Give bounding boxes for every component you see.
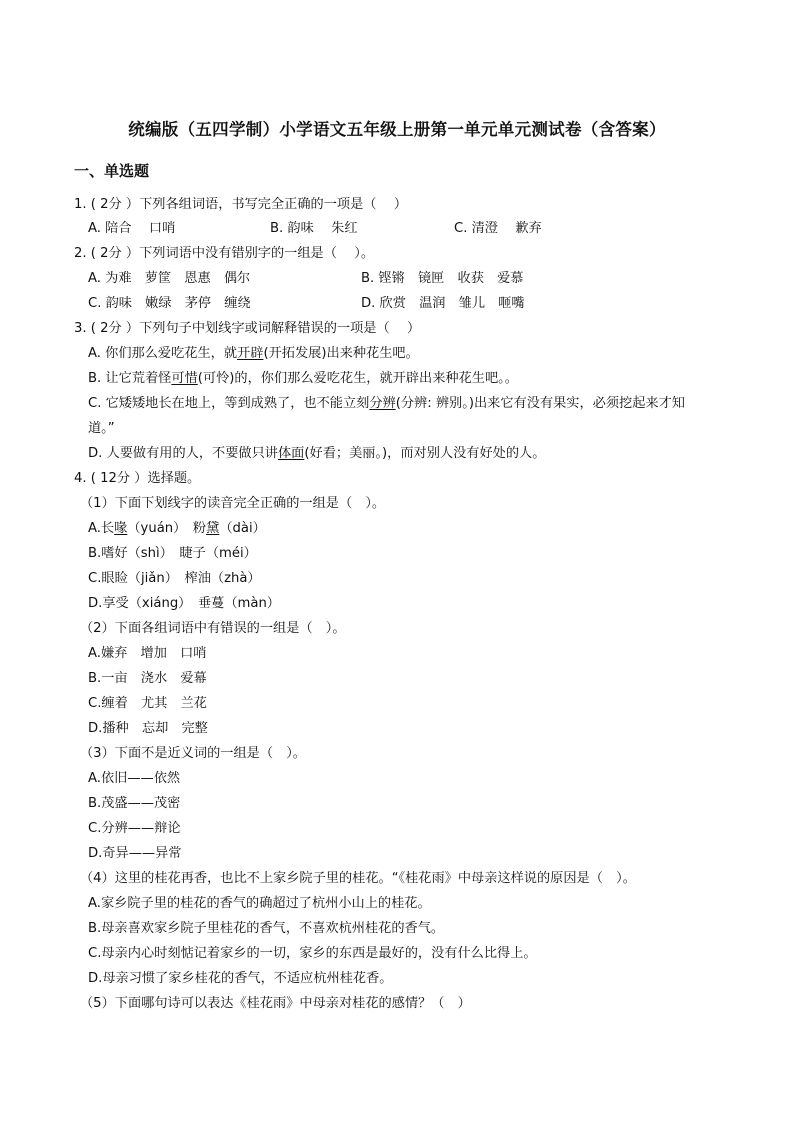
q4-sub4-stem: （4）这里的桂花再香，也比不上家乡院子里的桂花。“《桂花雨》中母亲这样说的原因是（ ）。 [80,871,636,886]
q3-d-text-end: (好看；美丽。)，而对别人没有好处的人。 [304,446,546,461]
q4-sub2-option-d[interactable]: D.播种 忘却 完整 [88,721,208,736]
q4-sub1-stem: （1）下面下划线字的读音完全正确的一组是（ ）。 [80,496,386,511]
q4-sub3-option-a[interactable]: A.依旧——依然 [88,771,181,786]
q4-sub1-option-b[interactable]: B.嗜好（shì） 睫子（méi） [88,546,257,561]
q4-sub2-option-a[interactable]: A.嫌弃 增加 口哨 [88,646,207,661]
q1-option-b[interactable]: B. 韵味 朱红 [270,221,358,236]
q3-d-underlined: 体面 [277,446,305,461]
q4-sub1-a-mid: （yuán） 粉 [127,521,207,536]
q3-option-a[interactable] [88,344,419,364]
q4-sub3-option-b[interactable]: B.茂盛——茂密 [88,796,181,811]
q3-b-text: B. 让它荒着怪 [88,371,172,386]
q4-sub1-a-text: A.长 [88,521,115,536]
q2-stem: 2. ( 2分 ）下列词语中没有错别字的一组是（ ）。 [74,246,375,261]
q3-a-text-end: (开拓发展)出来种花生吧。 [263,346,419,361]
q2-option-b[interactable]: B. 铿锵 镜匣 收获 爱慕 [361,271,524,286]
q4-sub5-stem: （5）下面哪句诗可以表达《桂花雨》中母亲对桂花的感情？（ ） [80,996,471,1011]
q4-sub2-stem: （2）下面各组词语中有错误的一组是（ ）。 [80,621,346,636]
q3-option-b[interactable] [88,369,518,389]
q4-sub1-a-underlined: 喙 [114,521,128,536]
q4-sub3-stem: （3）下面不是近义词的一组是（ ）。 [80,746,306,761]
q3-a-underlined: 开辟 [237,346,264,361]
q4-sub4-option-a[interactable]: A.家乡院子里的桂花的香气的确超过了杭州小山上的桂花。 [88,896,431,911]
q4-sub1-a-end: （dài） [219,521,266,536]
q4-stem: 4. ( 12分 ）选择题。 [74,471,201,486]
q4-sub4-option-d[interactable]: D.母亲习惯了家乡桂花的香气，不适应杭州桂花香。 [88,971,393,986]
q1-option-c[interactable]: C. 清澄 歉弃 [454,221,542,236]
q3-c-text-end: (分辨: 辨别。)出来它有没有果实，必须挖起来才知 [395,396,685,411]
q3-b-text-end: (可怜)的，你们那么爱吃花生，就开辟出来种花生吧。。 [197,371,518,386]
q3-d-text: D. 人要做有用的人，不要做只讲 [88,446,278,461]
q4-sub3-option-c[interactable]: C.分辨——辩论 [88,821,181,836]
q3-c-underlined: 分辨 [369,396,396,411]
q4-sub2-option-c[interactable]: C.缠着 尤其 兰花 [88,696,207,711]
q4-sub4-option-c[interactable]: C.母亲内心时刻惦记着家乡的一切，家乡的东西是最好的，没有什么比得上。 [88,946,537,961]
q3-option-c[interactable] [88,394,685,414]
q2-option-c[interactable]: C. 韵味 嫩绿 茅停 缠绕 [88,296,251,311]
q4-sub1-a-underlined-2: 黛 [206,521,220,536]
section-heading: 一、单选题 [74,162,150,180]
document-title: 统编版（五四学制）小学语文五年级上册第一单元单元测试卷（含答案） [128,120,666,139]
q4-sub2-option-b[interactable]: B.一亩 浇水 爱幕 [88,671,207,686]
q4-sub3-option-d[interactable]: D.奇异——异常 [88,846,182,861]
q4-sub1-option-d[interactable]: D.享受（xiáng） 垂蔓（màn） [88,596,280,611]
q3-c-text: C. 它矮矮地长在地上，等到成熟了，也不能立刻 [88,396,370,411]
q4-sub1-option-c[interactable]: C.眼睑（jiǎn） 榨油（zhà） [88,571,261,586]
q3-b-underlined: 可惜 [171,371,198,386]
q3-option-d[interactable] [88,444,545,464]
q2-option-d[interactable]: D. 欣赏 温润 雏儿 咂嘴 [361,296,525,311]
q4-sub1-option-a[interactable] [88,519,266,539]
q1-option-a[interactable]: A. 陪合 口哨 [88,221,176,236]
q3-option-c-continued: 道。” [88,421,115,436]
q2-option-a[interactable]: A. 为难 萝筐 恩惠 偶尔 [88,271,251,286]
q4-sub4-option-b[interactable]: B.母亲喜欢家乡院子里桂花的香气，不喜欢杭州桂花的香气。 [88,921,445,936]
q1-stem: 1. ( 2分 ）下列各组词语，书写完全正确的一项是（ ） [74,197,408,212]
q3-a-text: A. 你们那么爱吃花生，就 [88,346,238,361]
q3-stem: 3. ( 2分 ）下列句子中划线字或词解释错误的一项是（ ） [74,321,421,336]
